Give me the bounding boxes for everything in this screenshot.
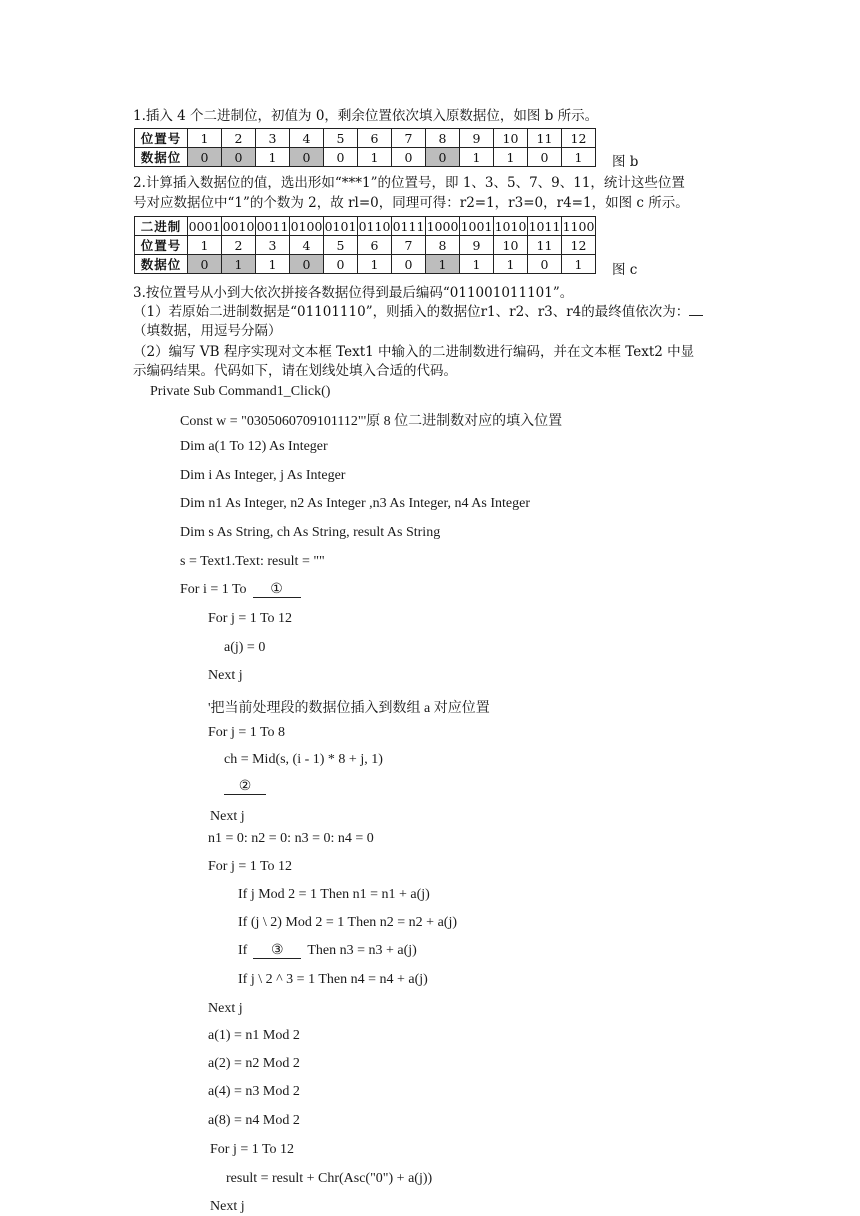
table-c-cell-shaded: 1: [426, 255, 460, 274]
table-c-cell: 7: [392, 236, 426, 255]
table-b-cell: 8: [426, 129, 460, 148]
table-b-cell: 12: [562, 129, 596, 148]
answer-blank[interactable]: [689, 315, 703, 316]
question1-hint: （填数据，用逗号分隔）: [133, 323, 282, 339]
table-c-position-row: [135, 236, 596, 255]
code-line-13: For j = 1 To 8: [208, 725, 286, 740]
table-c-cell: 0: [528, 255, 562, 274]
table-b-cell: 7: [392, 129, 426, 148]
code-line-14: ch = Mid(s, (i - 1) * 8 + j, 1): [224, 752, 383, 767]
table-b-cell: 4: [290, 129, 324, 148]
table-c-cell: 6: [358, 236, 392, 255]
table-c-cell: 9: [460, 236, 494, 255]
figure-b-label: 图 b: [612, 154, 639, 170]
table-c-cell-shaded: 0: [290, 255, 324, 274]
table-b-cell: 6: [358, 129, 392, 148]
table-c-row0-label: 二进制: [135, 217, 188, 236]
table-b-cell: 11: [528, 129, 562, 148]
table-c-cell: 1011: [528, 218, 561, 234]
code-line-26: a(8) = n4 Mod 2: [208, 1113, 300, 1128]
table-c-cell: 0100: [290, 218, 323, 234]
table-c: [134, 216, 596, 274]
code-line-2: Const w = "0305060709101112"'原 8 位二进制数对应的填入位置: [180, 414, 563, 429]
table-b-cell: 1: [494, 148, 528, 167]
table-c-cell: 0: [324, 255, 358, 274]
table-c-cell: 1000: [426, 218, 459, 234]
code-line-29: Next j: [210, 1199, 245, 1214]
code-line-20-text-b: Then n3 = n3 + a(j): [307, 943, 417, 958]
table-b-cell-shaded: 0: [290, 148, 324, 167]
table-b-cell: 5: [324, 129, 358, 148]
table-c-binary-row: [135, 217, 596, 236]
question1-text-a: （1）若原始二进制数据是“01101110”，则插入的数据位r1、r2、r3、r4的最终值依次为：: [133, 304, 690, 320]
table-c-cell: 0001: [188, 218, 221, 234]
code-line-15: Next j: [210, 809, 245, 824]
table-c-cell: 8: [426, 236, 460, 255]
code-line-20: [238, 943, 417, 959]
blank-1[interactable]: ①: [253, 582, 301, 598]
table-c-cell: 1: [188, 236, 222, 255]
code-line-1: Private Sub Command1_Click(): [150, 384, 331, 399]
table-c-cell: 3: [256, 236, 290, 255]
table-b-cell: 1: [256, 148, 290, 167]
question1-text: [133, 304, 703, 320]
table-c-cell: 1010: [494, 218, 527, 234]
code-line-9: For j = 1 To 12: [208, 611, 293, 626]
table-c-cell: 1: [256, 255, 290, 274]
table-c-cell-shaded: 1: [222, 255, 256, 274]
table-c-cell: 4: [290, 236, 324, 255]
code-line-10: a(j) = 0: [224, 640, 266, 655]
table-c-cell: 10: [494, 236, 528, 255]
blank-3[interactable]: ③: [253, 943, 301, 959]
table-b-cell: 0: [528, 148, 562, 167]
question2-text-a: （2）编写 VB 程序实现对文本框 Text1 中输入的二进制数进行编码，并在文本框 Text2 中显: [133, 344, 695, 360]
code-line-4: Dim i As Integer, j As Integer: [180, 468, 346, 483]
code-line-22: Next j: [208, 1001, 243, 1016]
code-line-7: s = Text1.Text: result = "": [180, 554, 325, 569]
code-line-25: a(4) = n3 Mod 2: [208, 1084, 300, 1099]
table-b-cell: 0: [392, 148, 426, 167]
code-line-17: For j = 1 To 12: [208, 859, 293, 874]
table-b-cell: 10: [494, 129, 528, 148]
code-line-18: If j Mod 2 = 1 Then n1 = n1 + a(j): [238, 887, 430, 902]
code-line-28: result = result + Chr(Asc("0") + a(j)): [226, 1171, 433, 1186]
code-line-blank-2: [224, 779, 272, 795]
table-b-cell-shaded: 0: [188, 148, 222, 167]
table-c-cell: 0111: [392, 218, 425, 234]
table-b-cell: 0: [324, 148, 358, 167]
code-line-19: If (j \ 2) Mod 2 = 1 Then n2 = n2 + a(j): [238, 915, 458, 930]
table-b-cell: 1: [562, 148, 596, 167]
table-b-cell: 1: [188, 129, 222, 148]
table-c-cell: 5: [324, 236, 358, 255]
table-b-row1-label: 位置号: [135, 129, 188, 148]
code-line-27: For j = 1 To 12: [210, 1142, 295, 1157]
table-b-cell-shaded: 0: [426, 148, 460, 167]
table-c-row2-label: 数据位: [135, 255, 188, 274]
table-c-cell: 1: [460, 255, 494, 274]
table-b-cell-shaded: 0: [222, 148, 256, 167]
table-c-cell: 1001: [460, 218, 493, 234]
table-b-row2-label: 数据位: [135, 148, 188, 167]
code-line-21: If j \ 2 ^ 3 = 1 Then n4 = n4 + a(j): [238, 972, 428, 987]
code-line-24: a(2) = n2 Mod 2: [208, 1056, 300, 1071]
table-b-cell: 1: [460, 148, 494, 167]
table-c-cell: 11: [528, 236, 562, 255]
table-c-cell: 1: [358, 255, 392, 274]
table-c-cell: 0011: [256, 218, 289, 234]
step2-text-b: 号对应数据位中“1”的个数为 2，故 rl=0，同理可得：r2=1，r3=0，r4=1，如图 c 所示。: [133, 195, 689, 211]
code-line-5: Dim n1 As Integer, n2 As Integer ,n3 As Integer, n4 As Integer: [180, 496, 530, 511]
code-line-16: n1 = 0: n2 = 0: n3 = 0: n4 = 0: [208, 831, 374, 846]
code-line-11: Next j: [208, 668, 243, 683]
code-line-3: Dim a(1 To 12) As Integer: [180, 439, 328, 454]
table-c-cell: 0010: [222, 218, 255, 234]
code-line-20-text-a: If: [238, 943, 248, 958]
table-c-bit-row: [135, 255, 596, 274]
table-b-cell: 2: [222, 129, 256, 148]
code-line-23: a(1) = n1 Mod 2: [208, 1028, 300, 1043]
step1-text: 1.插入 4 个二进制位，初值为 0，剩余位置依次填入原数据位，如图 b 所示。: [133, 108, 599, 124]
table-b-cell: 3: [256, 129, 290, 148]
table-c-cell: 0110: [358, 218, 391, 234]
table-b-cell: 9: [460, 129, 494, 148]
table-c-cell: 1: [562, 255, 596, 274]
code-line-12: '把当前处理段的数据位插入到数组 a 对应位置: [208, 701, 490, 716]
code-line-8-text: For i = 1 To: [180, 582, 247, 597]
table-c-cell: 1100: [562, 218, 595, 234]
table-c-cell: 0101: [324, 218, 357, 234]
blank-2[interactable]: ②: [224, 779, 266, 795]
table-b-cell: 1: [358, 148, 392, 167]
table-c-cell: 2: [222, 236, 256, 255]
question2-text-b: 示编码结果。代码如下，请在划线处填入合适的代码。: [133, 363, 457, 379]
step3-text: 3.按位置号从小到大依次拼接各数据位得到最后编码“011001011101”。: [133, 285, 574, 301]
code-line-6: Dim s As String, ch As String, result As String: [180, 525, 441, 540]
figure-c-label: 图 c: [612, 262, 638, 278]
table-c-cell: 1: [494, 255, 528, 274]
table-c-cell-shaded: 0: [188, 255, 222, 274]
table-c-row1-label: 位置号: [135, 236, 188, 255]
code-line-8: [180, 582, 307, 598]
step2-text-a: 2.计算插入数据位的值，选出形如“***1”的位置号，即 1、3、5、7、9、11，统计这些位置: [133, 175, 685, 191]
table-b-position-row: [135, 129, 596, 148]
table-b-bit-row: [135, 148, 596, 167]
table-c-cell: 12: [562, 236, 596, 255]
table-b: [134, 128, 596, 167]
table-c-cell: 0: [392, 255, 426, 274]
